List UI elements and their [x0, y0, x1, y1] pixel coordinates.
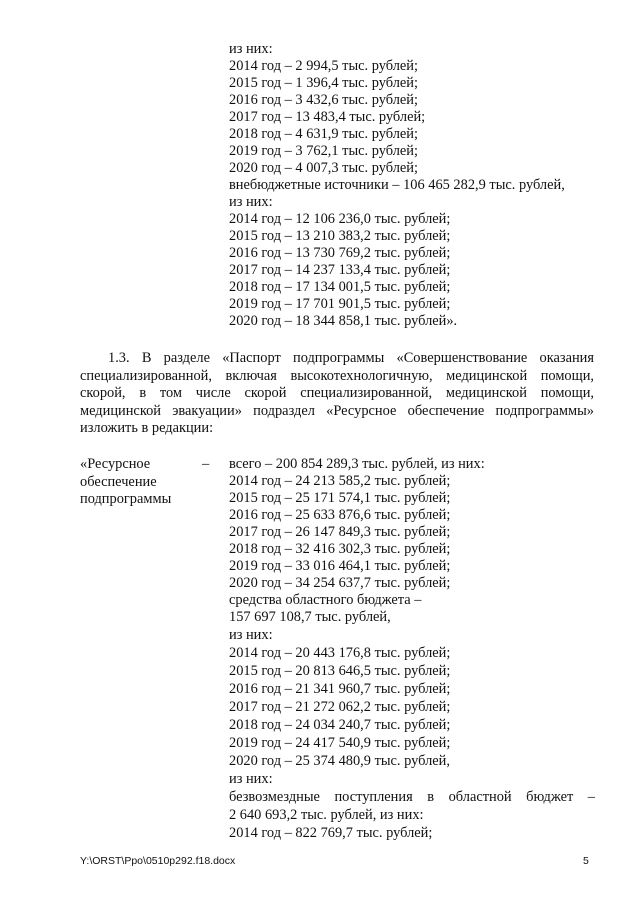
top-line: внебюджетные источники – 106 465 282,9 тыс. рублей,	[229, 177, 565, 193]
resource-label-line: обеспечение	[80, 473, 157, 490]
top-line: 2015 год – 13 210 383,2 тыс. рублей;	[229, 228, 451, 244]
paragraph-line: 1.3. В разделе «Паспорт подпрограммы «Совершенствование оказания	[108, 350, 594, 366]
top-line: 2018 год – 4 631,9 тыс. рублей;	[229, 126, 418, 142]
resource-line: 2014 год – 24 213 585,2 тыс. рублей;	[229, 473, 451, 489]
resource-line: средства областного бюджета –	[229, 592, 422, 608]
resource-line: из них:	[229, 771, 273, 787]
footer-file-path: Y:\ORST\Ppo\0510p292.f18.docx	[80, 855, 236, 867]
resource-line: 2018 год – 32 416 302,3 тыс. рублей;	[229, 541, 451, 557]
resource-line: 2014 год – 20 443 176,8 тыс. рублей;	[229, 645, 451, 661]
resource-line: 2017 год – 21 272 062,2 тыс. рублей;	[229, 699, 451, 715]
top-line: 2014 год – 2 994,5 тыс. рублей;	[229, 58, 418, 74]
paragraph-line: медицинской эвакуации» подраздел «Ресурсное обеспечение подпрограммы»	[80, 402, 594, 419]
resource-line: всего – 200 854 289,3 тыс. рублей, из них:	[229, 456, 485, 472]
top-line: из них:	[229, 194, 273, 210]
resource-label	[80, 456, 200, 509]
resource-line: безвозмездные поступления в областной бюджет –	[229, 789, 595, 805]
resource-line: 2019 год – 33 016 464,1 тыс. рублей;	[229, 558, 451, 574]
top-line: 2017 год – 14 237 133,4 тыс. рублей;	[229, 262, 451, 278]
top-line: 2017 год – 13 483,4 тыс. рублей;	[229, 109, 426, 125]
top-line: 2014 год – 12 106 236,0 тыс. рублей;	[229, 211, 451, 227]
resource-label-line: «Ресурсное	[80, 456, 151, 472]
resource-line: из них:	[229, 627, 273, 643]
resource-line: 2018 год – 24 034 240,7 тыс. рублей;	[229, 717, 451, 733]
label-dash: –	[202, 456, 210, 472]
top-line: 2020 год – 4 007,3 тыс. рублей;	[229, 160, 418, 176]
resource-line: 2016 год – 21 341 960,7 тыс. рублей;	[229, 681, 451, 697]
resource-line: 2015 год – 25 171 574,1 тыс. рублей;	[229, 490, 451, 506]
resource-line: 2014 год – 822 769,7 тыс. рублей;	[229, 825, 433, 841]
resource-line: 2017 год – 26 147 849,3 тыс. рублей;	[229, 524, 451, 540]
resource-line: 2015 год – 20 813 646,5 тыс. рублей;	[229, 663, 451, 679]
top-line: из них:	[229, 41, 273, 57]
paragraph-line: скорой, в том числе скорой специализированной, медицинской помощи,	[80, 385, 594, 402]
resource-label-line: подпрограммы	[80, 491, 172, 507]
top-line: 2016 год – 3 432,6 тыс. рублей;	[229, 92, 418, 108]
top-line: 2019 год – 3 762,1 тыс. рублей;	[229, 143, 418, 159]
top-line: 2018 год – 17 134 001,5 тыс. рублей;	[229, 279, 451, 295]
top-line: 2020 год – 18 344 858,1 тыс. рублей».	[229, 313, 458, 329]
resource-line: 2020 год – 34 254 637,7 тыс. рублей;	[229, 575, 451, 591]
top-line: 2019 год – 17 701 901,5 тыс. рублей;	[229, 296, 451, 312]
resource-line: 2019 год – 24 417 540,9 тыс. рублей;	[229, 735, 451, 751]
section-paragraph	[80, 350, 594, 438]
page-number: 5	[583, 855, 589, 867]
resource-line: 2020 год – 25 374 480,9 тыс. рублей,	[229, 753, 450, 769]
resource-line: 157 697 108,7 тыс. рублей,	[229, 609, 391, 625]
top-line: 2015 год – 1 396,4 тыс. рублей;	[229, 75, 418, 91]
resource-line: 2 640 693,2 тыс. рублей, из них:	[229, 807, 424, 823]
resource-line: 2016 год – 25 633 876,6 тыс. рублей;	[229, 507, 451, 523]
paragraph-line: изложить в редакции:	[80, 420, 214, 437]
top-line: 2016 год – 13 730 769,2 тыс. рублей;	[229, 245, 451, 261]
paragraph-line: специализированной, включая высокотехнологичную, медицинской помощи,	[80, 367, 594, 384]
